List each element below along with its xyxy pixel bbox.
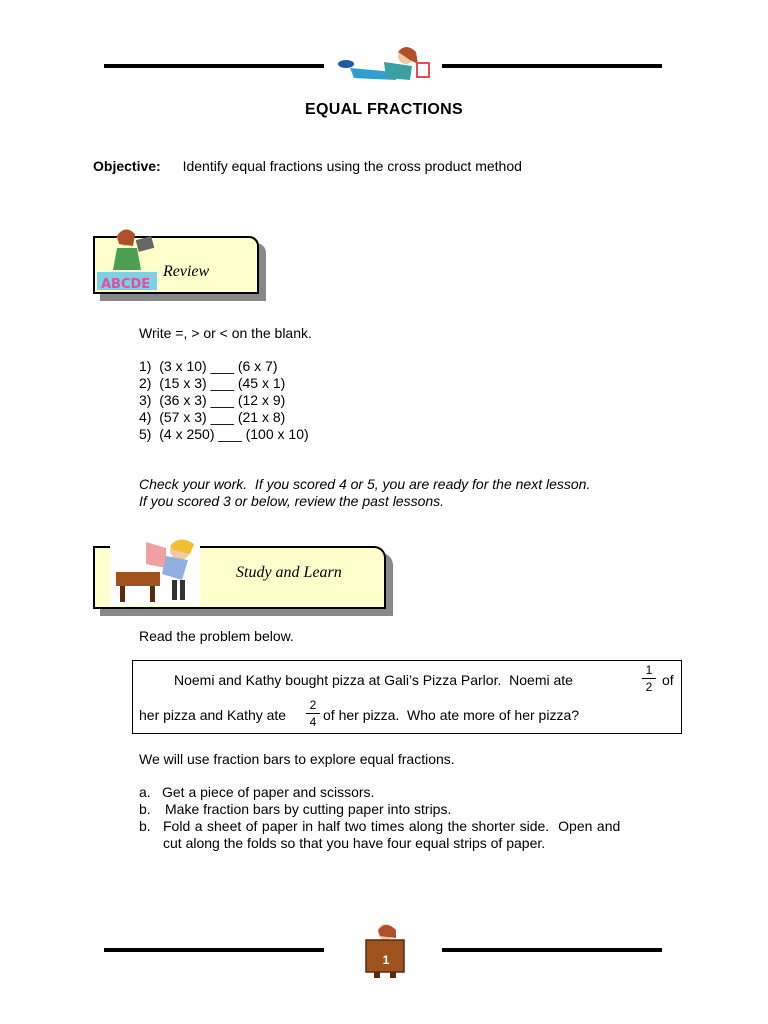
- svg-text:ABCDE: ABCDE: [101, 277, 151, 292]
- boy-reading-at-desk-icon: [110, 532, 200, 606]
- check-work-line-1: Check your work. If you scored 4 or 5, you are ready for the next lesson.: [139, 476, 591, 492]
- step-b2-continuation: cut along the folds so that you have four equal strips of paper.: [163, 835, 546, 851]
- reading-girl-icon: [334, 42, 438, 86]
- step-a-text: Get a piece of paper and scissors.: [162, 784, 375, 800]
- fraction-bar: [306, 713, 320, 714]
- problem-line-1: Noemi and Kathy bought pizza at Gali’s Pizza Parlor. Noemi ate: [174, 672, 573, 688]
- step-marker-b1: b.: [139, 801, 151, 817]
- girl-with-tablet-icon: [95, 222, 165, 292]
- review-item-1: 1) (3 x 10) ___ (6 x 7): [139, 358, 278, 374]
- review-item-2: 2) (15 x 3) ___ (45 x 1): [139, 375, 286, 391]
- header-rule-right: [442, 64, 662, 68]
- step-b1-text: Make fraction bars by cutting paper into strips.: [165, 801, 452, 817]
- step-b2-text: Fold a sheet of paper in half two times along the shorter side. Open and: [163, 818, 621, 834]
- fraction-denominator: 2: [645, 680, 653, 694]
- objective: [93, 158, 522, 174]
- header-rule-left: [104, 64, 324, 68]
- problem-line-1-end: of: [662, 672, 674, 688]
- page-number: 1: [382, 953, 390, 967]
- fraction-bar: [642, 678, 656, 679]
- review-item-3: 3) (36 x 3) ___ (12 x 9): [139, 392, 286, 408]
- fraction-two-fourths: [306, 698, 320, 729]
- page-title: EQUAL FRACTIONS: [305, 101, 463, 118]
- fraction-numerator: 2: [309, 698, 317, 712]
- fraction-denominator: 4: [309, 715, 317, 729]
- objective-text: Identify equal fractions using the cross product method: [182, 158, 522, 174]
- fraction-one-half: [642, 663, 656, 694]
- problem-line-2-start: her pizza and Kathy ate: [139, 707, 287, 723]
- review-item-4: 4) (57 x 3) ___ (21 x 8): [139, 409, 286, 425]
- step-marker-b2: b.: [139, 818, 151, 834]
- review-item-5: 5) (4 x 250) ___ (100 x 10): [139, 426, 309, 442]
- check-work-line-2: If you scored 3 or below, review the past lessons.: [139, 493, 445, 509]
- review-banner-label: Review: [163, 263, 210, 280]
- step-marker-a: a.: [139, 784, 151, 800]
- girl-holding-book-icon: [360, 922, 410, 978]
- review-instruction: Write =, > or < on the blank.: [139, 325, 312, 341]
- study-intro: Read the problem below.: [139, 628, 294, 644]
- study-banner-label: Study and Learn: [236, 564, 342, 581]
- footer-rule-right: [442, 948, 662, 952]
- explore-text: We will use fraction bars to explore equal fractions.: [139, 751, 455, 767]
- fraction-numerator: 1: [645, 663, 653, 677]
- objective-label: Objective:: [93, 158, 161, 174]
- problem-line-2-end: of her pizza. Who ate more of her pizza?: [323, 707, 580, 723]
- footer-rule-left: [104, 948, 324, 952]
